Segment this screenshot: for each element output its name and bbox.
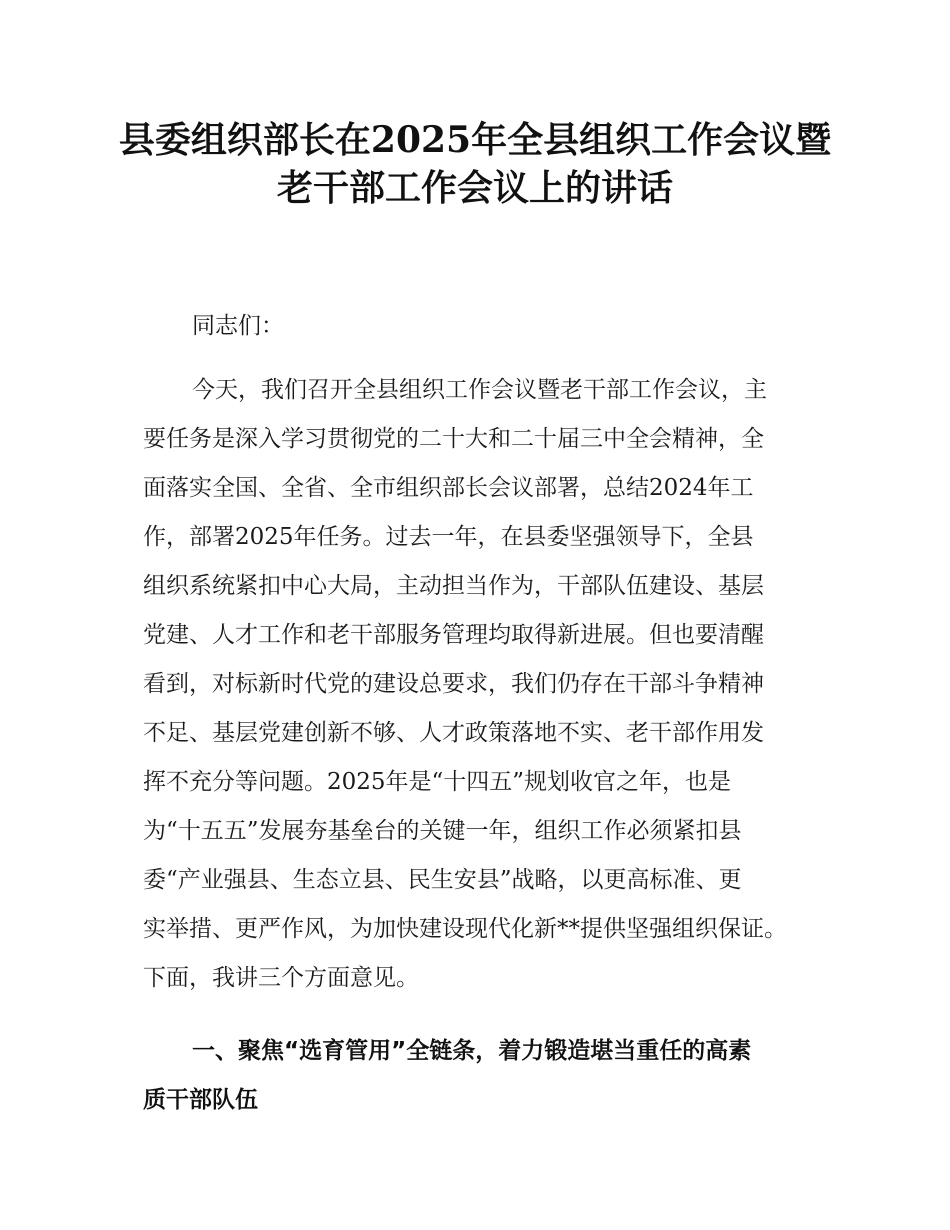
paragraph-line: 面落实全国、全省、全市组织部长会议部署，总结2024年工 [143, 475, 754, 501]
paragraph-line: 要任务是深入学习贯彻党的二十大和二十届三中全会精神，全 [143, 426, 764, 452]
document-title-line-2: 老干部工作会议上的讲话 [276, 167, 673, 209]
paragraph-line: 今天，我们召开全县组织工作会议暨老干部工作会议，主 [192, 377, 767, 403]
document-title-line-1: 县委组织部长在2025年全县组织工作会议暨 [118, 119, 832, 161]
paragraph-line: 党建、人才工作和老干部服务管理均取得新进展。但也要清醒 [143, 622, 764, 648]
paragraph-line: 下面，我讲三个方面意见。 [143, 965, 419, 991]
greeting: 同志们： [192, 313, 284, 339]
paragraph-line: 委“产业强县、生态立县、民生安县”战略，以更高标准、更 [143, 867, 742, 893]
paragraph-line: 看到，对标新时代党的建设总要求，我们仍存在干部斗争精神 [143, 671, 764, 697]
paragraph-line: 作，部署2025年任务。过去一年，在县委坚强领导下，全县 [143, 524, 754, 550]
section-heading-line-1: 一、聚焦“选育管用”全链条，着力锻造堪当重任的高素 [192, 1038, 752, 1064]
paragraph-line: 实举措、更严作风，为加快建设现代化新**提供坚强组织保证。 [143, 916, 787, 942]
section-heading-line-2: 质干部队伍 [143, 1087, 258, 1113]
paragraph-line: 挥不充分等问题。2025年是“十四五”规划收官之年，也是 [143, 769, 732, 795]
paragraph-line: 组织系统紧扣中心大局，主动担当作为，干部队伍建设、基层 [143, 573, 764, 599]
paragraph-line: 不足、基层党建创新不够、人才政策落地不实、老干部作用发 [143, 720, 764, 746]
paragraph-line: 为“十五五”发展夯基垒台的关键一年，组织工作必须紧扣县 [143, 818, 742, 844]
